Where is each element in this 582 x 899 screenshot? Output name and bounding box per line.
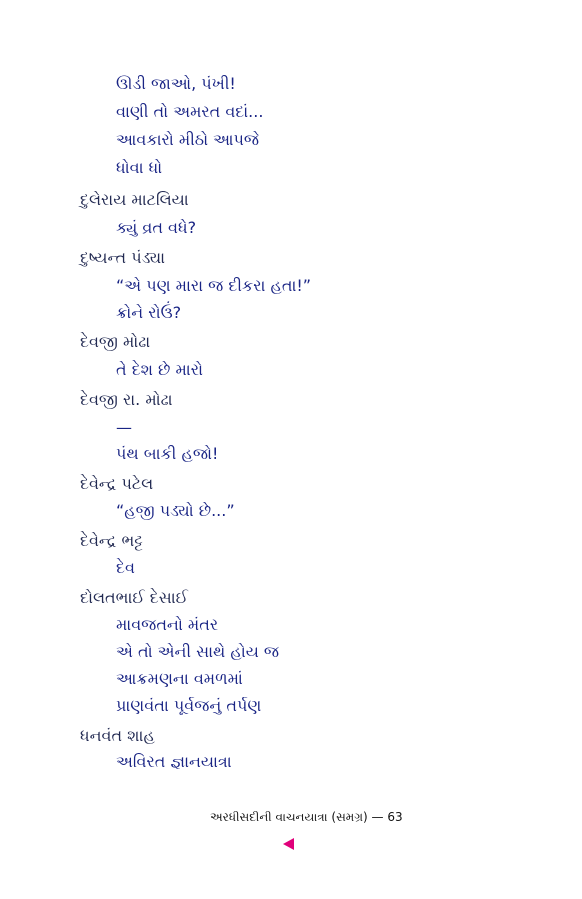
- page-footer: અરધીસદીની વાચનયાત્રા (સમગ્ર) — 63: [210, 810, 403, 824]
- author-name: ધનવંત શાહ: [80, 726, 155, 745]
- title-entry: ઊડી જાઓ, પંખી!: [116, 74, 236, 93]
- title-entry: આક્રમણના વમળમાં: [116, 669, 243, 688]
- title-entry: દેવ: [116, 558, 135, 577]
- title-entry: “એ પણ મારા જ દીકરા હતા!”: [116, 276, 312, 295]
- author-name: દોલતભાઈ દેસાઈ: [80, 588, 188, 607]
- title-entry: ક્રોને રોઉં?: [116, 303, 182, 322]
- author-name: દેવજી મોઢા: [80, 332, 151, 351]
- author-name: દુલેરાય માટલિયા: [80, 190, 189, 209]
- author-name: દેવજી રા. મોઢા: [80, 390, 173, 409]
- title-entry: આવકારો મીઠો આપજે: [116, 130, 260, 149]
- previous-page-arrow-icon[interactable]: [283, 838, 294, 850]
- title-entry: ધોવા ધો: [116, 158, 163, 177]
- title-entry: વાણી તો અમરત વદાં...: [116, 102, 264, 121]
- title-entry: —: [116, 418, 132, 437]
- title-entry: એ તો એની સાથે હોય જ: [116, 642, 280, 661]
- title-entry: “હજી પડ્યો છે...”: [116, 501, 235, 520]
- title-entry: માવજતનો મંતર: [116, 615, 219, 634]
- author-name: દેવેન્દ્ર પટેલ: [80, 474, 154, 493]
- author-name: દુષ્યન્ત પંડ્યા: [80, 248, 166, 267]
- title-entry: અવિરત જ્ઞાનયાત્રા: [116, 752, 232, 771]
- title-entry: પંથ બાકી હજો!: [116, 444, 219, 463]
- title-entry: તે દેશ છે મારો: [116, 360, 204, 379]
- title-entry: પ્રાણવંતા પૂર્વજનું તર્પણ: [116, 696, 262, 715]
- author-name: દેવેન્દ્ર ભટ્ટ: [80, 531, 143, 550]
- title-entry: ક્યું વ્રત વધે?: [116, 218, 197, 237]
